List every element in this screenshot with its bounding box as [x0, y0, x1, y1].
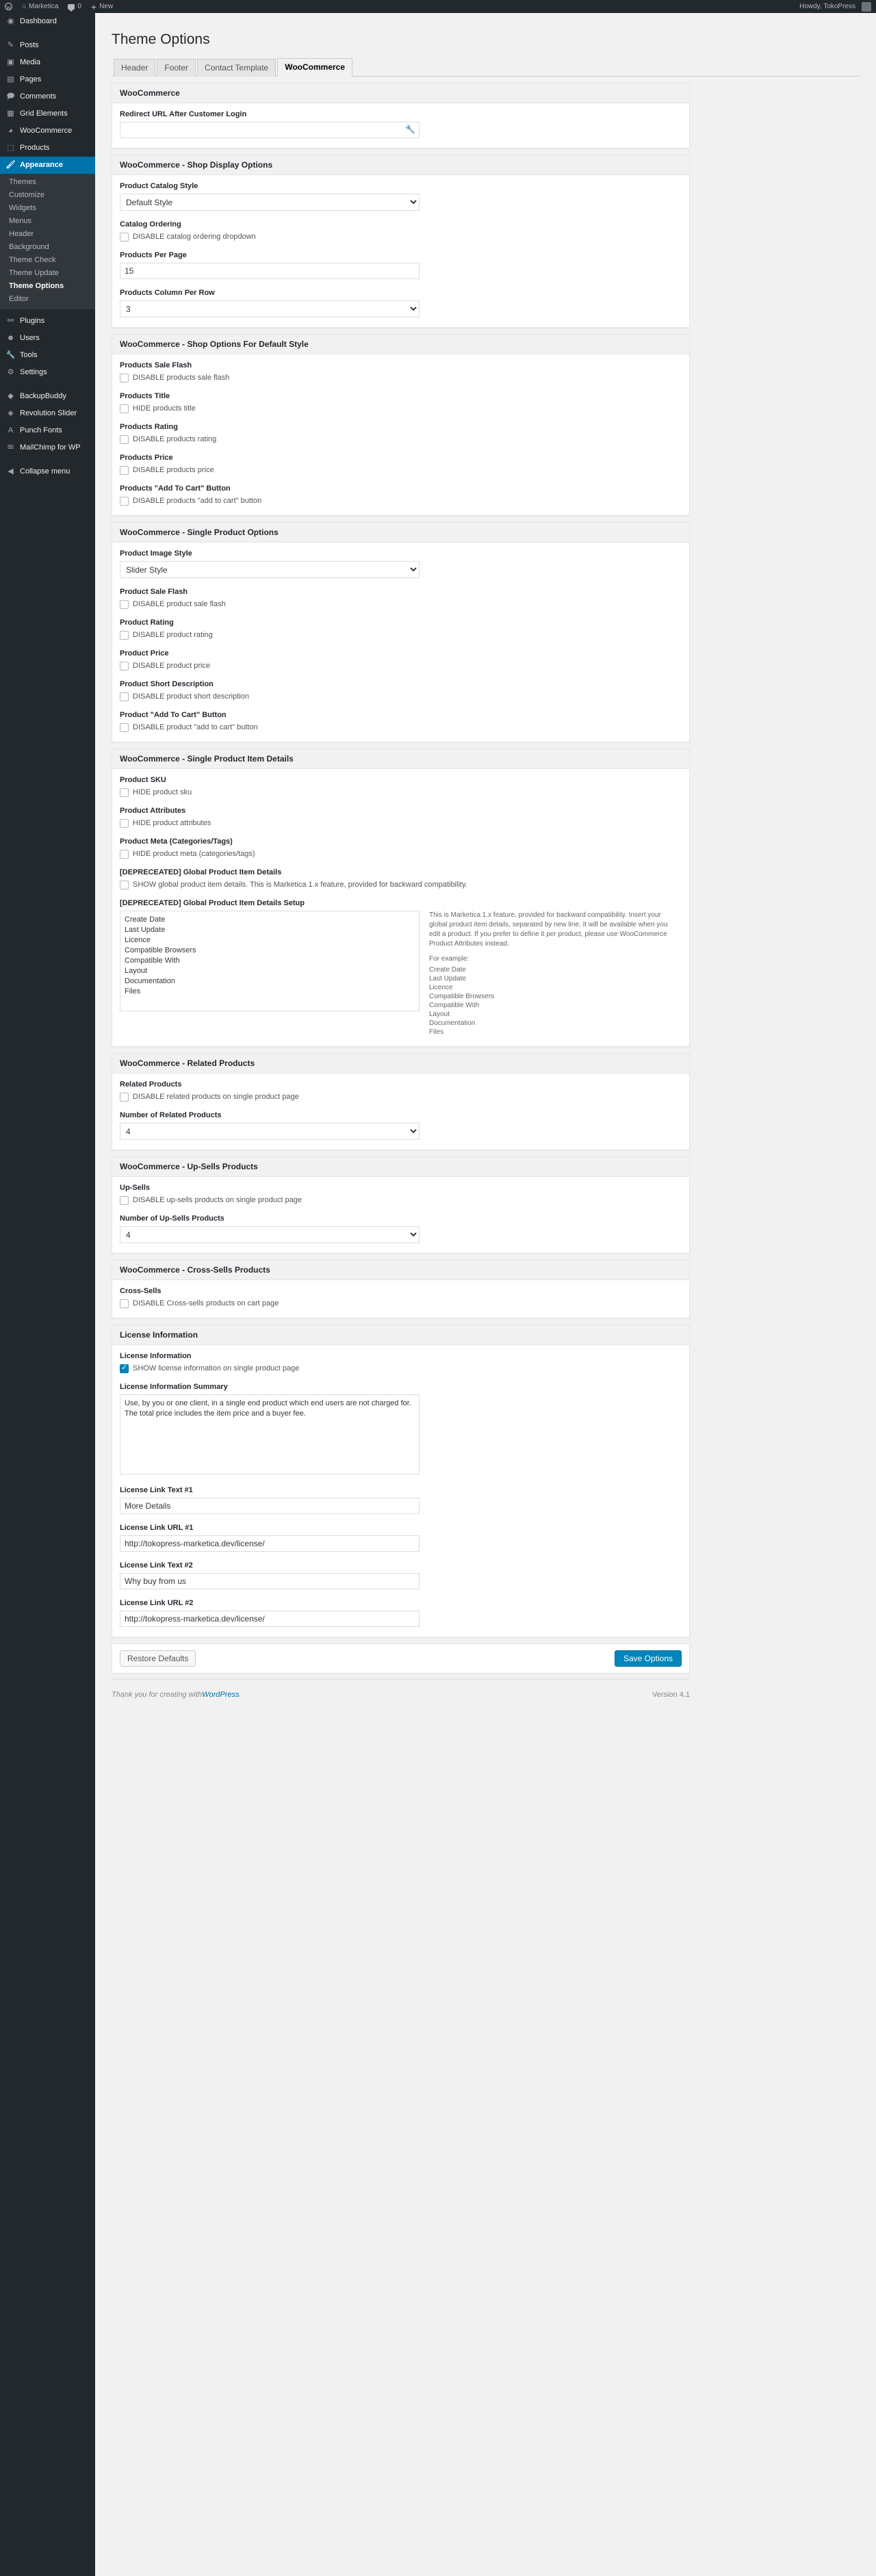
- field-product-add-to-cart: [120, 711, 682, 732]
- help-example-item: Last Update: [429, 975, 466, 983]
- section-heading-item-details: WooCommerce - Single Product Item Details: [112, 749, 689, 769]
- product-short-description-checkbox[interactable]: [120, 692, 129, 701]
- products-per-page-input[interactable]: [120, 263, 420, 279]
- product-attributes-checkbox-label: HIDE product attributes: [133, 819, 211, 828]
- section-heading-related: WooCommerce - Related Products: [112, 1054, 689, 1074]
- field-license-link-text-2: [120, 1561, 682, 1589]
- product-price-checkbox[interactable]: [120, 662, 129, 671]
- product-short-description-checkbox-label: DISABLE product short description: [133, 692, 249, 701]
- submenu-item-themes[interactable]: Themes: [9, 178, 36, 186]
- license-link-url-2-input[interactable]: [120, 1611, 420, 1627]
- field-catalog-ordering: [120, 220, 682, 242]
- product-sale-flash-checkbox[interactable]: [120, 600, 129, 609]
- field-upsells: [120, 1184, 682, 1205]
- product-sale-flash-checkbox-label: DISABLE product sale flash: [133, 600, 226, 609]
- submenu-item-background[interactable]: Background: [9, 243, 49, 251]
- pages-icon: ▤: [7, 75, 14, 83]
- product-catalog-style-select[interactable]: [120, 194, 420, 211]
- panel-shop-display-options: [112, 155, 690, 328]
- section-heading-license: License Information: [112, 1325, 689, 1345]
- label-products-per-page: Products Per Page: [120, 251, 187, 260]
- label-product-short-description: Product Short Description: [120, 680, 214, 689]
- license-information-checkbox-label: SHOW license information on single product page: [133, 1364, 300, 1373]
- label-license-link-text-2: License Link Text #2: [120, 1561, 193, 1570]
- license-summary-textarea[interactable]: [120, 1394, 420, 1474]
- catalog-ordering-checkbox-label: DISABLE catalog ordering dropdown: [133, 233, 256, 242]
- product-price-checkbox-label: DISABLE product price: [133, 662, 211, 671]
- label-crosssells: Cross-Sells: [120, 1287, 162, 1296]
- field-products-price: [120, 454, 682, 475]
- submenu-item-theme-options[interactable]: Theme Options: [9, 282, 64, 290]
- label-deprecated-global-details: [DEPRECEATED] Global Product Item Details: [120, 868, 282, 877]
- sidebar-item-dashboard[interactable]: ◉ Dashboard: [7, 17, 57, 25]
- admin-bar-comments[interactable]: 0: [63, 0, 86, 13]
- panel-woocommerce: [112, 83, 690, 148]
- label-product-sku: Product SKU: [120, 776, 166, 785]
- label-products-rating: Products Rating: [120, 423, 178, 432]
- products-title-checkbox-label: HIDE products title: [133, 404, 196, 413]
- product-meta-checkbox-label: HIDE product meta (categories/tags): [133, 850, 255, 859]
- settings-gear-icon: ⚙: [7, 368, 14, 376]
- footer-thanks-prefix: Thank you for creating with: [112, 1691, 203, 1700]
- tab-contact-template[interactable]: Contact Template: [197, 59, 276, 77]
- product-attributes-checkbox[interactable]: [120, 819, 129, 828]
- submenu-item-menus[interactable]: Menus: [9, 217, 32, 225]
- license-link-text-2-input[interactable]: [120, 1573, 420, 1589]
- sidebar-item-comments[interactable]: 🗩 Comments: [6, 92, 57, 101]
- deprecated-global-details-checkbox[interactable]: [120, 881, 129, 889]
- section-heading-shop-default-style: WooCommerce - Shop Options For Default Style: [112, 335, 689, 354]
- field-license-information: [120, 1352, 682, 1373]
- label-product-attributes: Product Attributes: [120, 807, 186, 816]
- sidebar-item-settings[interactable]: ⚙ Settings: [7, 368, 47, 376]
- sidebar-item-appearance[interactable]: 🖌 Appearance: [0, 157, 95, 174]
- help-example-item: Compatible With: [429, 1002, 480, 1010]
- sidebar-item-grid-elements[interactable]: ▦ Grid Elements: [7, 109, 68, 118]
- sidebar-item-backupbuddy[interactable]: ◆ BackupBuddy: [0, 388, 95, 405]
- label-number-of-related-products: Number of Related Products: [120, 1111, 222, 1120]
- slider-icon: ◈: [8, 409, 14, 417]
- field-product-short-description: [120, 680, 682, 701]
- sidebar-item-punch-fonts[interactable]: A Punch Fonts: [0, 422, 95, 439]
- number-of-related-products-select[interactable]: [120, 1123, 420, 1140]
- panel-upsells-products: [112, 1156, 690, 1253]
- field-number-of-upsells-products: [120, 1214, 682, 1243]
- sidebar-item-users[interactable]: ☻ Users: [6, 334, 40, 342]
- footer-version: Version 4.1: [652, 1691, 690, 1700]
- crosssells-checkbox-label: DISABLE Cross-sells products on cart page: [133, 1299, 279, 1308]
- field-product-attributes: [120, 807, 682, 828]
- panel-license-information: [112, 1325, 690, 1637]
- page-title: Theme Options: [112, 31, 210, 47]
- label-product-image-style: Product Image Style: [120, 549, 192, 558]
- license-link-text-1-input[interactable]: [120, 1498, 420, 1514]
- main-content: [95, 13, 876, 2576]
- section-heading-woocommerce: WooCommerce: [112, 83, 689, 103]
- help-paragraph-2: For example:: [429, 955, 469, 963]
- number-of-upsells-products-select[interactable]: [120, 1226, 420, 1243]
- field-related-products: [120, 1080, 682, 1102]
- products-price-checkbox[interactable]: [120, 466, 129, 475]
- wordpress-logo-icon: [5, 3, 12, 10]
- label-catalog-ordering: Catalog Ordering: [120, 220, 181, 229]
- comment-bubble-icon: [68, 4, 75, 10]
- admin-footer: [112, 1680, 690, 1713]
- panel-shop-default-style: [112, 334, 690, 516]
- label-number-of-upsells-products: Number of Up-Sells Products: [120, 1214, 224, 1223]
- mail-icon: ✉: [7, 443, 14, 452]
- tab-header[interactable]: Header: [114, 59, 155, 77]
- product-add-to-cart-checkbox[interactable]: [120, 723, 129, 732]
- collapse-arrow-icon: ◀: [8, 467, 14, 476]
- sidebar-item-media[interactable]: ▣ Media: [7, 58, 40, 66]
- theme-options-tabs: [112, 58, 860, 77]
- pin-icon: ✎: [7, 41, 14, 49]
- product-rating-checkbox[interactable]: [120, 631, 129, 640]
- label-related-products: Related Products: [120, 1080, 182, 1089]
- label-products-column-per-row: Products Column Per Row: [120, 289, 215, 298]
- label-product-rating: Product Rating: [120, 619, 174, 627]
- products-rating-checkbox[interactable]: [120, 435, 129, 444]
- products-add-to-cart-checkbox[interactable]: [120, 497, 129, 506]
- admin-bar-account[interactable]: Howdy, TokoPress: [795, 0, 876, 13]
- label-license-link-url-1: License Link URL #1: [120, 1524, 194, 1533]
- related-products-checkbox[interactable]: [120, 1093, 129, 1102]
- label-redirect-url: Redirect URL After Customer Login: [120, 110, 247, 119]
- field-products-column-per-row: [120, 289, 682, 317]
- comments-icon: 🗩: [6, 92, 15, 101]
- field-products-sale-flash: [120, 361, 682, 382]
- appearance-submenu: [0, 174, 95, 309]
- upsells-checkbox-label: DISABLE up-sells products on single product page: [133, 1196, 302, 1205]
- products-icon: ⬚: [7, 144, 14, 152]
- label-global-details-setup: [DEPRECEATED] Global Product Item Details Setup: [120, 899, 305, 908]
- label-products-title: Products Title: [120, 392, 170, 401]
- label-product-sale-flash: Product Sale Flash: [120, 588, 188, 597]
- tab-footer[interactable]: Footer: [157, 59, 196, 77]
- field-product-sale-flash: [120, 588, 682, 609]
- products-price-checkbox-label: DISABLE products price: [133, 466, 214, 475]
- sidebar-item-revolution-slider[interactable]: ◈ Revolution Slider: [0, 405, 95, 422]
- label-license-link-url-2: License Link URL #2: [120, 1599, 194, 1608]
- sidebar-item-plugins[interactable]: ⚯ Plugins: [7, 317, 45, 325]
- sidebar-separator-2: [0, 381, 95, 388]
- backupbuddy-icon: ◆: [8, 392, 14, 400]
- field-deprecated-global-details: [120, 868, 682, 889]
- help-paragraph-1: This is Marketica 1.x feature, provided for backward compatibility. Insert your global product item details, separated by new line. It will be available when you edit a product. If you prefer to define it per product, please use WooCommerce Product Attributes instead.: [429, 911, 668, 948]
- woocommerce-icon: ◕: [8, 127, 13, 135]
- field-crosssells: [120, 1287, 682, 1308]
- help-example-item: Create Date: [429, 966, 466, 974]
- submenu-item-widgets[interactable]: Widgets: [9, 204, 36, 212]
- submenu-item-editor[interactable]: Editor: [9, 295, 29, 303]
- help-example-item: Files: [429, 1028, 444, 1037]
- catalog-ordering-checkbox[interactable]: [120, 233, 129, 242]
- field-redirect-url: [120, 110, 682, 138]
- product-image-style-select[interactable]: [120, 561, 420, 578]
- sidebar-item-mailchimp[interactable]: ✉ MailChimp for WP: [7, 443, 81, 452]
- admin-bar: [0, 0, 876, 13]
- field-product-image-style: [120, 549, 682, 578]
- label-product-catalog-style: Product Catalog Style: [120, 182, 198, 191]
- redirect-url-input[interactable]: [120, 122, 420, 138]
- save-options-button[interactable]: Save Options: [615, 1650, 682, 1667]
- label-products-price: Products Price: [120, 454, 173, 463]
- help-example-item: Compatible Browsers: [429, 993, 495, 1001]
- link-picker-icon[interactable]: 🔧: [405, 125, 415, 135]
- panel-single-product-options: [112, 522, 690, 742]
- label-product-price: Product Price: [120, 649, 169, 658]
- help-example-list: [429, 965, 675, 1037]
- field-product-rating: [120, 619, 682, 640]
- collapse-menu-button[interactable]: ◀ Collapse menu: [0, 463, 95, 480]
- help-example-item: Documentation: [429, 1019, 476, 1028]
- label-products-sale-flash: Products Sale Flash: [120, 361, 192, 370]
- related-products-checkbox-label: DISABLE related products on single product page: [133, 1093, 299, 1102]
- admin-bar-wp-logo[interactable]: [0, 0, 17, 13]
- license-link-url-1-input[interactable]: [120, 1535, 420, 1552]
- product-add-to-cart-checkbox-label: DISABLE product "add to cart" button: [133, 723, 258, 732]
- label-product-add-to-cart: Product "Add To Cart" Button: [120, 711, 227, 720]
- field-product-price: [120, 649, 682, 671]
- section-heading-crosssells: WooCommerce - Cross-Sells Products: [112, 1260, 689, 1280]
- products-sale-flash-checkbox[interactable]: [120, 374, 129, 382]
- submenu-item-header[interactable]: Header: [9, 230, 34, 238]
- dashboard-icon: ◉: [7, 17, 14, 25]
- field-license-summary: [120, 1383, 682, 1476]
- panel-actions: [112, 1643, 690, 1674]
- admin-bar-new[interactable]: + New: [90, 1, 114, 12]
- avatar: [862, 2, 871, 12]
- global-details-help: [429, 911, 675, 1037]
- products-rating-checkbox-label: DISABLE products rating: [133, 435, 217, 444]
- plugins-icon: ⚯: [7, 317, 14, 325]
- admin-bar-site-name[interactable]: ⌂ Marketica: [17, 0, 63, 13]
- grid-icon: ▦: [7, 109, 14, 118]
- help-example-item: Licence: [429, 984, 453, 992]
- sidebar-item-pages[interactable]: ▤ Pages: [7, 75, 42, 83]
- field-license-link-url-2: [120, 1599, 682, 1627]
- field-license-link-url-1: [120, 1524, 682, 1552]
- label-products-add-to-cart: Products "Add To Cart" Button: [120, 484, 231, 493]
- deprecated-global-details-checkbox-label: SHOW global product item details. This is Marketica 1.x feature, provided for backward compatibility.: [133, 881, 467, 889]
- field-product-meta: [120, 837, 682, 859]
- wordpress-link[interactable]: WordPress: [202, 1691, 240, 1700]
- upsells-checkbox[interactable]: [120, 1196, 129, 1205]
- sidebar-separator-3: [0, 456, 95, 463]
- sidebar-item-woocommerce[interactable]: ◕ WooCommerce: [0, 122, 95, 140]
- label-upsells: Up-Sells: [120, 1184, 151, 1193]
- label-license-information: License Information: [120, 1352, 192, 1361]
- product-sku-checkbox[interactable]: [120, 788, 129, 797]
- tab-woocommerce[interactable]: WooCommerce: [277, 58, 352, 77]
- field-product-sku: [120, 776, 682, 797]
- home-icon: ⌂: [22, 3, 27, 10]
- panel-crosssells-products: [112, 1260, 690, 1318]
- field-product-catalog-style: [120, 182, 682, 211]
- help-example-item: Layout: [429, 1011, 450, 1019]
- sidebar-item-posts[interactable]: ✎ Posts: [7, 41, 39, 49]
- field-products-add-to-cart: [120, 484, 682, 506]
- field-products-title: [120, 392, 682, 413]
- sidebar-item-tools[interactable]: 🔧 Tools: [5, 351, 38, 359]
- global-details-setup-textarea[interactable]: [120, 911, 420, 1011]
- sidebar-item-products[interactable]: ⬚ Products: [7, 144, 50, 152]
- submenu-item-customize[interactable]: Customize: [9, 191, 44, 199]
- field-license-link-text-1: [120, 1486, 682, 1514]
- label-license-link-text-1: License Link Text #1: [120, 1486, 193, 1495]
- submenu-item-theme-update[interactable]: Theme Update: [9, 269, 59, 277]
- admin-sidebar: [0, 13, 95, 2576]
- restore-defaults-button[interactable]: Restore Defaults: [120, 1650, 196, 1667]
- users-icon: ☻: [6, 334, 15, 342]
- tools-icon: 🔧: [5, 351, 16, 359]
- footer-thanks-suffix: .: [239, 1691, 242, 1700]
- product-meta-checkbox[interactable]: [120, 850, 129, 859]
- section-heading-single-product: WooCommerce - Single Product Options: [112, 523, 689, 543]
- sidebar-separator: [0, 30, 95, 37]
- products-title-checkbox[interactable]: [120, 404, 129, 413]
- field-number-of-related-products: [120, 1111, 682, 1140]
- label-license-summary: License Information Summary: [120, 1383, 228, 1392]
- field-products-rating: [120, 423, 682, 444]
- section-heading-shop-display: WooCommerce - Shop Display Options: [112, 155, 689, 175]
- media-icon: ▣: [7, 58, 14, 66]
- products-column-per-row-select[interactable]: [120, 300, 420, 317]
- panel-item-details: [112, 749, 690, 1047]
- field-global-details-setup: [120, 899, 682, 1037]
- appearance-brush-icon: 🖌: [5, 161, 16, 169]
- label-product-meta: Product Meta (Categories/Tags): [120, 837, 233, 846]
- products-add-to-cart-checkbox-label: DISABLE products "add to cart" button: [133, 497, 262, 506]
- section-heading-upsells: WooCommerce - Up-Sells Products: [112, 1157, 689, 1177]
- font-icon: A: [8, 426, 14, 434]
- product-rating-checkbox-label: DISABLE product rating: [133, 631, 213, 640]
- submenu-item-theme-check[interactable]: Theme Check: [9, 256, 56, 264]
- product-sku-checkbox-label: HIDE product sku: [133, 788, 192, 797]
- panel-related-products: [112, 1053, 690, 1150]
- field-products-per-page: [120, 251, 682, 279]
- crosssells-checkbox[interactable]: [120, 1299, 129, 1308]
- products-sale-flash-checkbox-label: DISABLE products sale flash: [133, 374, 230, 382]
- license-information-checkbox[interactable]: [120, 1364, 129, 1373]
- plus-icon: +: [90, 1, 97, 12]
